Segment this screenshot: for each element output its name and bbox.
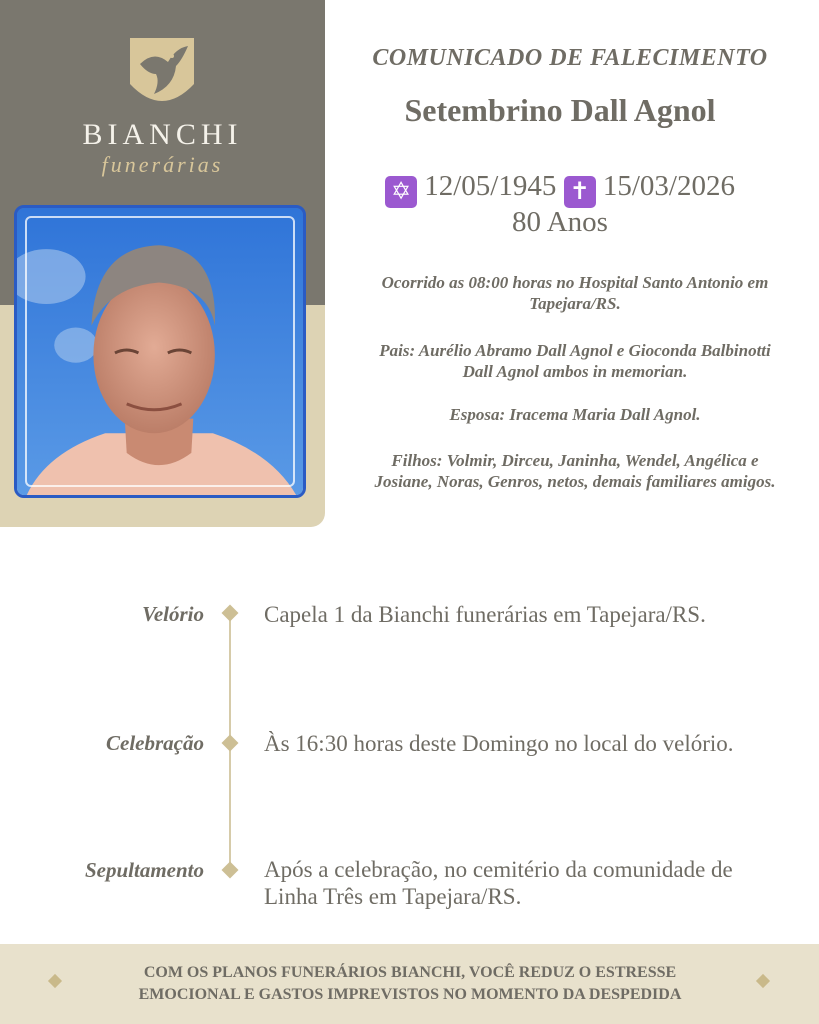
brand-subtitle: funerárias (101, 152, 224, 177)
event-label-celebracao: Celebração (106, 731, 204, 755)
notice-title: COMUNICADO DE FALECIMENTO (372, 45, 768, 71)
footer-line-2: EMOCIONAL E GASTOS IMPREVISTOS NO MOMENTO DA DESPEDIDA (138, 986, 682, 1003)
detail-children: Filhos: Volmir, Dirceu, Janinha, Wendel, Angélica e Josiane, Noras, Genros, netos, demais familiares amigos. (374, 451, 776, 491)
photo-border (25, 216, 295, 487)
footer-line-1: COM OS PLANOS FUNERÁRIOS BIANCHI, VOCÊ REDUZ O ESTRESSE (143, 964, 677, 981)
life-dates (340, 170, 780, 208)
footer-text (60, 962, 760, 1006)
cross-icon: ✝ (564, 176, 596, 208)
age: 80 Anos (512, 206, 608, 238)
death-date: 15/03/2026 (602, 170, 735, 202)
dove-shield-logo-icon (126, 34, 198, 112)
timeline-diamond-icon (222, 735, 239, 752)
deceased-name: Setembrino Dall Agnol (404, 92, 716, 128)
brand-name: BIANCHI (82, 118, 243, 151)
birth-date: 12/05/1945 (424, 170, 557, 202)
detail-parents: Pais: Aurélio Abramo Dall Agnol e Gioconda Balbinotti Dall Agnol ambos in memorian. (379, 341, 771, 381)
event-text-celebracao: Às 16:30 horas deste Domingo no local do velório. (264, 731, 734, 756)
star-of-david-icon: ✡ (385, 176, 417, 208)
event-label-velorio: Velório (142, 602, 204, 626)
detail-spouse: Esposa: Iracema Maria Dall Agnol. (449, 405, 701, 424)
footer-banner (0, 944, 819, 1024)
timeline-diamond-icon (222, 862, 239, 879)
event-text-velorio: Capela 1 da Bianchi funerárias em Tapejara/RS. (264, 602, 706, 627)
timeline-diamond-icon (222, 605, 239, 622)
detail-occurrence: Ocorrido as 08:00 horas no Hospital Santo Antonio em Tapejara/RS. (381, 273, 769, 313)
event-label-sepultamento: Sepultamento (84, 858, 204, 882)
portrait-photo (14, 205, 306, 498)
event-text-sepultamento: Após a celebração, no cemitério da comunidade de Linha Três em Tapejara/RS. (264, 857, 733, 909)
